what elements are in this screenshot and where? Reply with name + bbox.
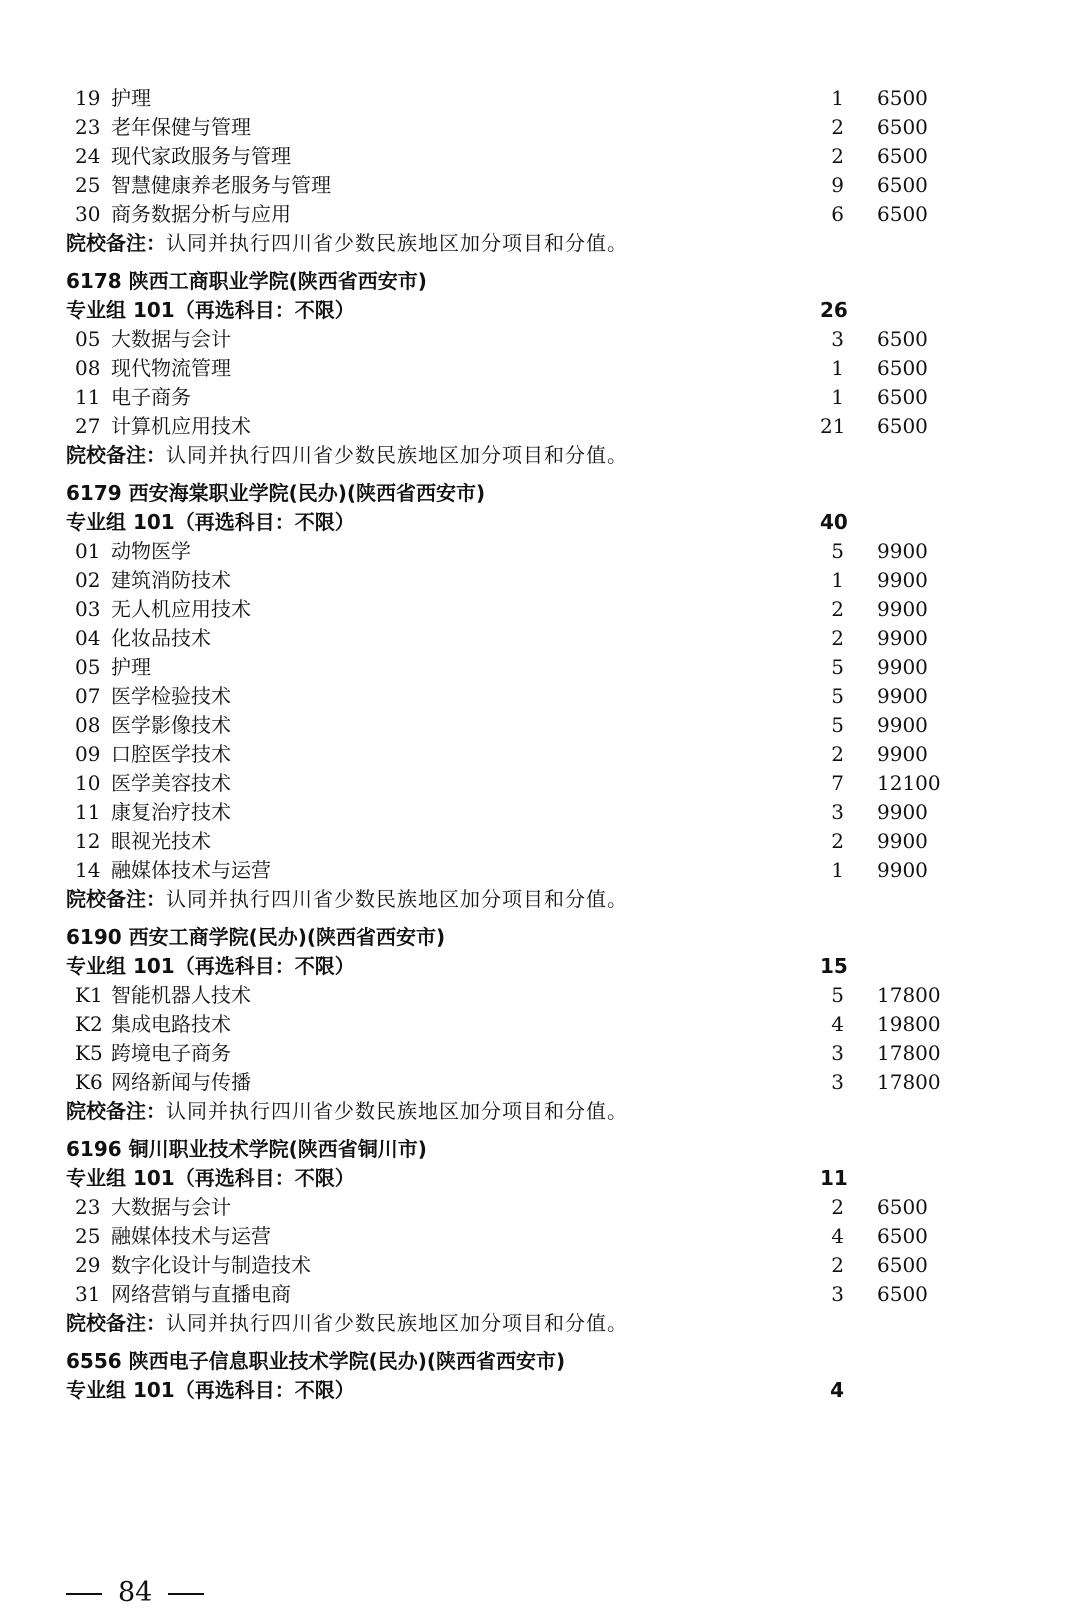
note-text: 认同并执行四川省少数民族地区加分项目和分值。 xyxy=(166,1099,628,1123)
program-fee: 9900 xyxy=(877,597,928,621)
school-note-row xyxy=(0,1097,1080,1126)
program-row xyxy=(0,1010,1080,1039)
group-row xyxy=(0,508,1080,537)
note-label: 院校备注： xyxy=(66,443,166,467)
program-row xyxy=(0,798,1080,827)
program-count: 3 xyxy=(831,800,844,824)
group-total: 26 xyxy=(820,298,848,322)
program-name: 商务数据分析与应用 xyxy=(111,202,291,226)
program-count: 2 xyxy=(831,1253,844,1277)
program-code: 11 xyxy=(75,800,101,824)
program-count: 1 xyxy=(831,858,844,882)
program-row xyxy=(0,653,1080,682)
group-total: 40 xyxy=(820,510,848,534)
school-note xyxy=(66,441,628,470)
program-code: K1 xyxy=(75,983,103,1007)
program-code: 29 xyxy=(75,1253,101,1277)
program-count: 5 xyxy=(831,983,844,1007)
note-label: 院校备注： xyxy=(66,1099,166,1123)
program-code: 25 xyxy=(75,173,101,197)
program-count: 6 xyxy=(831,202,844,226)
program-count: 5 xyxy=(831,684,844,708)
program-row xyxy=(0,682,1080,711)
program-row xyxy=(0,537,1080,566)
group-label: 专业组 101（再选科目：不限） xyxy=(66,1166,355,1190)
program-name: 医学检验技术 xyxy=(111,684,231,708)
program-name: 无人机应用技术 xyxy=(111,597,251,621)
footer-dash-left xyxy=(66,1593,102,1595)
program-fee: 6500 xyxy=(877,1224,928,1248)
program-name: 集成电路技术 xyxy=(111,1012,231,1036)
program-code: 05 xyxy=(75,327,101,351)
note-label: 院校备注： xyxy=(66,887,166,911)
program-row xyxy=(0,200,1080,229)
group-row xyxy=(0,296,1080,325)
school-header: 6556 陕西电子信息职业技术学院(民办)(陕西省西安市) xyxy=(66,1349,566,1373)
program-fee: 6500 xyxy=(877,385,928,409)
group-label: 专业组 101（再选科目：不限） xyxy=(66,298,355,322)
note-text: 认同并执行四川省少数民族地区加分项目和分值。 xyxy=(166,887,628,911)
program-count: 5 xyxy=(831,655,844,679)
program-code: 23 xyxy=(75,1195,101,1219)
program-code: 10 xyxy=(75,771,101,795)
program-name: 护理 xyxy=(111,655,151,679)
program-name: 智慧健康养老服务与管理 xyxy=(111,173,331,197)
footer-dash-right xyxy=(168,1593,204,1595)
program-code: 04 xyxy=(75,626,101,650)
program-row xyxy=(0,595,1080,624)
group-label: 专业组 101（再选科目：不限） xyxy=(66,510,355,534)
program-name: 现代家政服务与管理 xyxy=(111,144,291,168)
program-code: 08 xyxy=(75,356,101,380)
program-count: 1 xyxy=(831,385,844,409)
program-fee: 6500 xyxy=(877,1282,928,1306)
program-name: 融媒体技术与运营 xyxy=(111,858,271,882)
program-fee: 6500 xyxy=(877,327,928,351)
program-name: 现代物流管理 xyxy=(111,356,231,380)
program-fee: 6500 xyxy=(877,1253,928,1277)
program-row xyxy=(0,711,1080,740)
school-note-row xyxy=(0,441,1080,470)
program-fee: 9900 xyxy=(877,858,928,882)
group-row xyxy=(0,952,1080,981)
program-row xyxy=(0,1251,1080,1280)
school-header-row xyxy=(0,479,1080,508)
program-row xyxy=(0,856,1080,885)
program-fee: 6500 xyxy=(877,115,928,139)
program-count: 4 xyxy=(831,1012,844,1036)
program-code: K5 xyxy=(75,1041,103,1065)
program-name: 数字化设计与制造技术 xyxy=(111,1253,311,1277)
program-name: 建筑消防技术 xyxy=(111,568,231,592)
program-fee: 6500 xyxy=(877,144,928,168)
program-count: 3 xyxy=(831,327,844,351)
program-row xyxy=(0,624,1080,653)
group-row xyxy=(0,1164,1080,1193)
program-fee: 6500 xyxy=(877,86,928,110)
program-fee: 6500 xyxy=(877,173,928,197)
program-row xyxy=(0,566,1080,595)
school-header-row xyxy=(0,267,1080,296)
program-code: 12 xyxy=(75,829,101,853)
program-name: 口腔医学技术 xyxy=(111,742,231,766)
program-fee: 17800 xyxy=(877,983,941,1007)
program-name: 眼视光技术 xyxy=(111,829,211,853)
program-count: 7 xyxy=(831,771,844,795)
program-fee: 9900 xyxy=(877,539,928,563)
school-note-row xyxy=(0,229,1080,258)
program-code: 07 xyxy=(75,684,101,708)
program-fee: 9900 xyxy=(877,800,928,824)
school-header-row xyxy=(0,1347,1080,1376)
program-fee: 6500 xyxy=(877,414,928,438)
program-code: 25 xyxy=(75,1224,101,1248)
program-count: 9 xyxy=(831,173,844,197)
program-fee: 6500 xyxy=(877,1195,928,1219)
program-fee: 9900 xyxy=(877,829,928,853)
program-name: 医学美容技术 xyxy=(111,771,231,795)
school-note xyxy=(66,1309,628,1338)
program-code: 08 xyxy=(75,713,101,737)
page-number: 84 xyxy=(118,1577,153,1608)
school-header: 6196 铜川职业技术学院(陕西省铜川市) xyxy=(66,1137,427,1161)
program-code: 23 xyxy=(75,115,101,139)
program-count: 1 xyxy=(831,356,844,380)
school-header: 6190 西安工商学院(民办)(陕西省西安市) xyxy=(66,925,446,949)
program-code: 27 xyxy=(75,414,101,438)
program-fee: 6500 xyxy=(877,356,928,380)
program-fee: 17800 xyxy=(877,1070,941,1094)
program-code: 24 xyxy=(75,144,101,168)
program-row xyxy=(0,1039,1080,1068)
school-note xyxy=(66,1097,628,1126)
program-fee: 9900 xyxy=(877,684,928,708)
program-code: K2 xyxy=(75,1012,103,1036)
group-total: 11 xyxy=(820,1166,848,1190)
program-fee: 6500 xyxy=(877,202,928,226)
program-name: 电子商务 xyxy=(111,385,191,409)
program-code: K6 xyxy=(75,1070,103,1094)
program-row xyxy=(0,383,1080,412)
group-label: 专业组 101（再选科目：不限） xyxy=(66,954,355,978)
program-fee: 12100 xyxy=(877,771,941,795)
program-fee: 9900 xyxy=(877,713,928,737)
program-name: 大数据与会计 xyxy=(111,1195,231,1219)
program-row xyxy=(0,354,1080,383)
school-header-row xyxy=(0,1135,1080,1164)
program-code: 03 xyxy=(75,597,101,621)
group-total: 15 xyxy=(820,954,848,978)
program-name: 网络新闻与传播 xyxy=(111,1070,251,1094)
program-fee: 17800 xyxy=(877,1041,941,1065)
program-code: 14 xyxy=(75,858,101,882)
program-count: 3 xyxy=(831,1041,844,1065)
school-header: 6179 西安海棠职业学院(民办)(陕西省西安市) xyxy=(66,481,486,505)
page-footer xyxy=(66,1575,204,1611)
program-count: 2 xyxy=(831,829,844,853)
program-row xyxy=(0,981,1080,1010)
school-header-row xyxy=(0,923,1080,952)
admission-plan-page xyxy=(0,84,1080,1405)
school-note xyxy=(66,885,628,914)
program-count: 5 xyxy=(831,713,844,737)
group-label: 专业组 101（再选科目：不限） xyxy=(66,1378,355,1402)
program-row xyxy=(0,1068,1080,1097)
program-name: 网络营销与直播电商 xyxy=(111,1282,291,1306)
note-text: 认同并执行四川省少数民族地区加分项目和分值。 xyxy=(166,443,628,467)
group-total: 4 xyxy=(830,1378,844,1402)
program-row xyxy=(0,84,1080,113)
program-name: 融媒体技术与运营 xyxy=(111,1224,271,1248)
program-row xyxy=(0,1280,1080,1309)
program-name: 老年保健与管理 xyxy=(111,115,251,139)
program-count: 2 xyxy=(831,115,844,139)
program-row xyxy=(0,1222,1080,1251)
program-name: 计算机应用技术 xyxy=(111,414,251,438)
program-name: 医学影像技术 xyxy=(111,713,231,737)
program-fee: 9900 xyxy=(877,626,928,650)
program-fee: 19800 xyxy=(877,1012,941,1036)
program-name: 护理 xyxy=(111,86,151,110)
school-note-row xyxy=(0,885,1080,914)
program-count: 4 xyxy=(831,1224,844,1248)
program-name: 智能机器人技术 xyxy=(111,983,251,1007)
program-code: 31 xyxy=(75,1282,101,1306)
school-note-row xyxy=(0,1309,1080,1338)
program-count: 21 xyxy=(820,414,846,438)
program-fee: 9900 xyxy=(877,655,928,679)
note-label: 院校备注： xyxy=(66,231,166,255)
program-count: 2 xyxy=(831,742,844,766)
program-code: 02 xyxy=(75,568,101,592)
program-count: 3 xyxy=(831,1282,844,1306)
program-code: 05 xyxy=(75,655,101,679)
program-name: 化妆品技术 xyxy=(111,626,211,650)
program-name: 康复治疗技术 xyxy=(111,800,231,824)
note-text: 认同并执行四川省少数民族地区加分项目和分值。 xyxy=(166,231,628,255)
program-row xyxy=(0,412,1080,441)
school-header: 6178 陕西工商职业学院(陕西省西安市) xyxy=(66,269,427,293)
program-row xyxy=(0,142,1080,171)
program-row xyxy=(0,769,1080,798)
program-fee: 9900 xyxy=(877,568,928,592)
school-note xyxy=(66,229,628,258)
program-row xyxy=(0,740,1080,769)
note-text: 认同并执行四川省少数民族地区加分项目和分值。 xyxy=(166,1311,628,1335)
program-name: 动物医学 xyxy=(111,539,191,563)
program-row xyxy=(0,113,1080,142)
program-name: 大数据与会计 xyxy=(111,327,231,351)
program-count: 1 xyxy=(831,86,844,110)
program-row xyxy=(0,827,1080,856)
program-code: 19 xyxy=(75,86,101,110)
program-row xyxy=(0,1193,1080,1222)
program-code: 30 xyxy=(75,202,101,226)
group-row xyxy=(0,1376,1080,1405)
program-row xyxy=(0,325,1080,354)
program-code: 01 xyxy=(75,539,101,563)
program-code: 09 xyxy=(75,742,101,766)
program-count: 2 xyxy=(831,597,844,621)
program-count: 2 xyxy=(831,626,844,650)
note-label: 院校备注： xyxy=(66,1311,166,1335)
program-count: 2 xyxy=(831,1195,844,1219)
program-count: 2 xyxy=(831,144,844,168)
program-name: 跨境电子商务 xyxy=(111,1041,231,1065)
program-count: 5 xyxy=(831,539,844,563)
program-count: 1 xyxy=(831,568,844,592)
program-count: 3 xyxy=(831,1070,844,1094)
program-fee: 9900 xyxy=(877,742,928,766)
program-code: 11 xyxy=(75,385,101,409)
program-row xyxy=(0,171,1080,200)
